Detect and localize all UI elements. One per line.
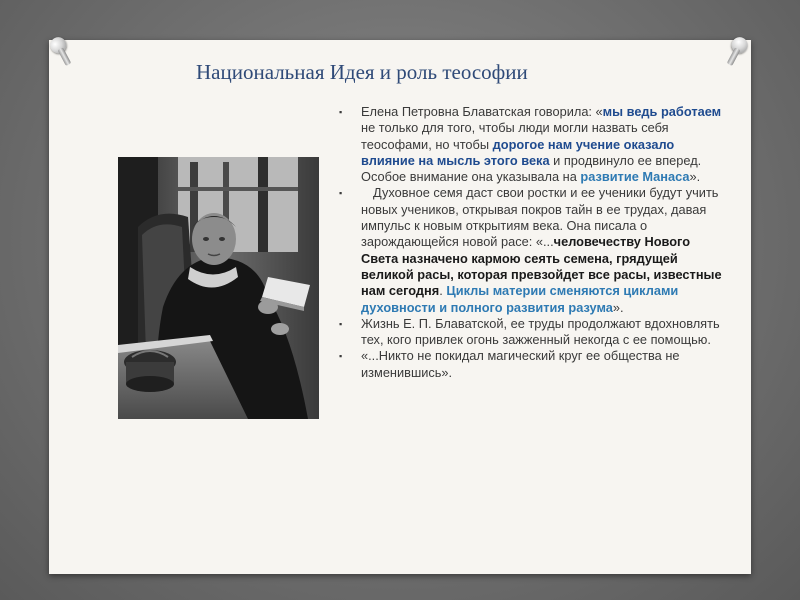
bullet-item [339,316,724,349]
slide-title: Национальная Идея и роль теософии [196,60,528,84]
bullet-item [339,348,724,381]
bullet-text-run: дорогое нам учение оказало влияние на мысль этого века [361,136,675,168]
bullet-text-run: не только для того, чтобы люди могли назвать себя теософами, но чтобы [361,120,669,152]
bullet-list [339,104,724,381]
portrait-photo [118,157,319,419]
bullet-item [339,104,724,185]
bullet-text-run: Духовное семя даст свои ростки и ее ученики будут учить новых учеников, открывая покров тайн в ее трудах, давая импульс к новым открытиям века. Она писала о зарождающейся новой расе: «... [361,185,719,250]
bullet-text-run: Циклы материи сменяются циклами духовности и полного развития разума [361,283,679,315]
bullet-text-run: мы ведь работаем [602,104,722,119]
bullet-marker-icon: ▪ [339,318,343,329]
bullet-marker-icon: ▪ [339,107,343,117]
bullet-text-run: человечеству Нового Света назначено кармою сеять семена, грядущей великой расы, которая превзойдет все расы, известные нам сегодня [361,234,722,299]
bullet-text-run: . [439,283,447,299]
bullet-marker-icon: ▪ [339,351,343,362]
bullet-text-run: «...Никто не покидал магический круг ее общества не изменившись». [361,348,680,380]
bullet-marker-icon: ▪ [339,188,343,199]
bullet-text-run: ». [612,299,624,315]
bullet-item [339,185,724,315]
bullet-text-run: ». [689,169,701,185]
bullet-text-run: и продвинуло ее вперед. Особое внимание она указывала на [361,152,702,185]
bullet-text-run: развитие Манаса [580,169,690,185]
bullet-text-run: Жизнь Е. П. Блаватской, ее труды продолжают вдохновлять тех, кого привлек огонь зажженный некогда с ее помощью. [361,315,720,348]
bullet-text-run: Елена Петровна Блаватская говорила: « [361,104,603,119]
